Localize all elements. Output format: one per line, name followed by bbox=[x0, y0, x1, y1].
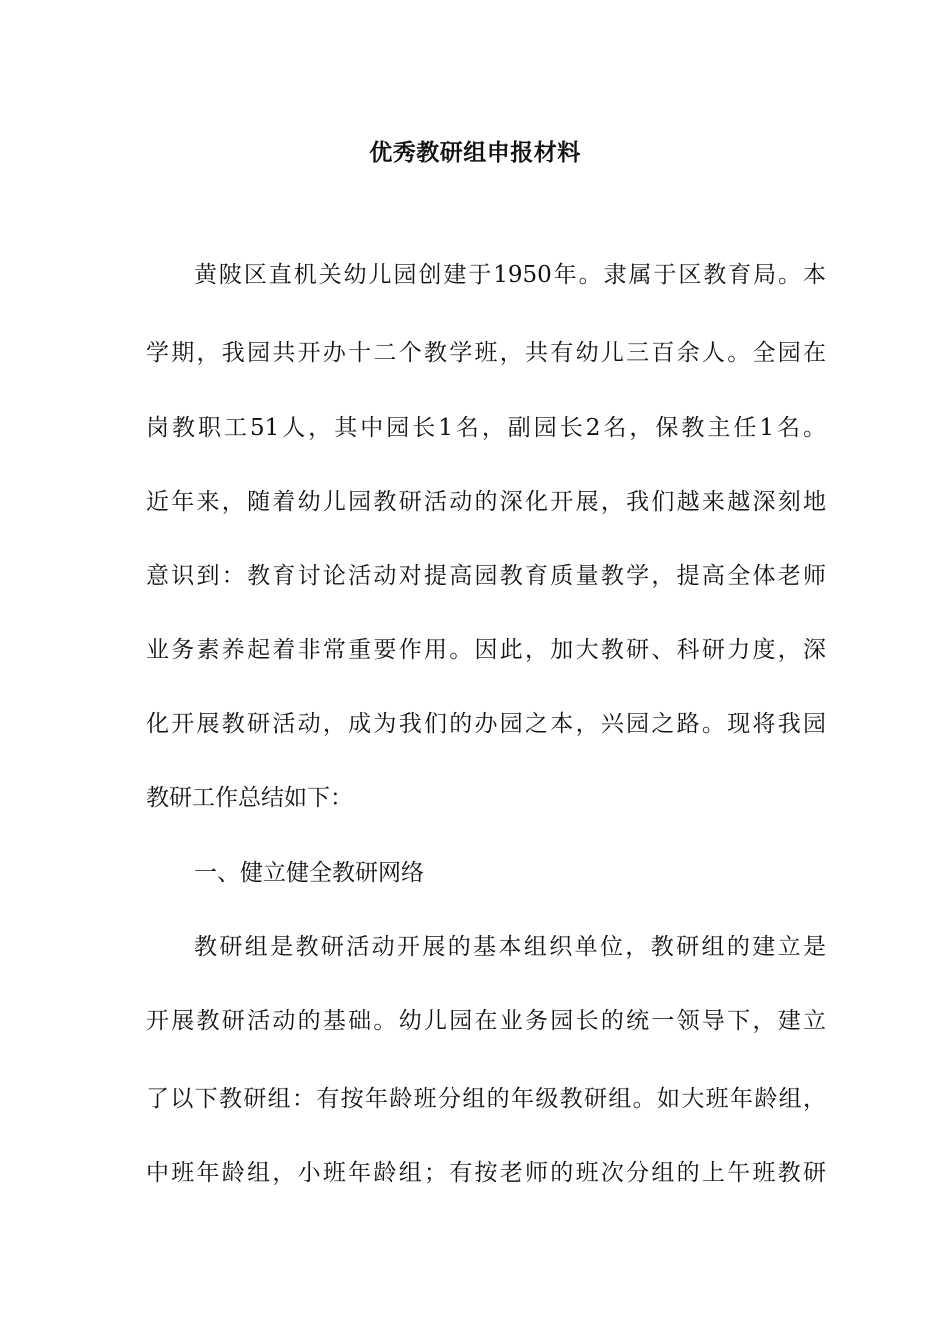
paragraph-line: 意识到：教育讨论活动对提高园教育质量教学，提高全体老师 bbox=[146, 563, 826, 589]
paragraph-line: 黄陂区直机关幼儿园创建于1950年。隶属于区教育局。本 bbox=[194, 262, 826, 288]
paragraph-line: 近年来，随着幼儿园教研活动的深化开展，我们越来越深刻地 bbox=[146, 489, 826, 515]
document-title: 优秀教研组申报材料 bbox=[369, 139, 581, 166]
paragraph-line: 化开展教研活动，成为我们的办园之本，兴园之路。现将我园 bbox=[146, 711, 826, 737]
paragraph-line: 岗教职工51人，其中园长1名，副园长2名，保教主任1名。 bbox=[146, 415, 826, 441]
paragraph-line: 了以下教研组：有按年龄班分组的年级教研组。如大班年龄组， bbox=[146, 1086, 826, 1112]
paragraph-line: 学期，我园共开办十二个教学班，共有幼儿三百余人。全园在 bbox=[146, 340, 826, 366]
paragraph-line: 业务素养起着非常重要作用。因此，加大教研、科研力度，深 bbox=[146, 637, 826, 663]
paragraph-line: 教研工作总结如下： bbox=[146, 785, 353, 811]
paragraph-line: 中班年龄组，小班年龄组；有按老师的班次分组的上午班教研 bbox=[146, 1160, 826, 1186]
section-heading: 一、健立健全教研网络 bbox=[194, 860, 424, 886]
paragraph-line: 开展教研活动的基础。幼儿园在业务园长的统一领导下，建立 bbox=[146, 1008, 826, 1034]
paragraph-line: 教研组是教研活动开展的基本组织单位，教研组的建立是 bbox=[194, 934, 826, 960]
